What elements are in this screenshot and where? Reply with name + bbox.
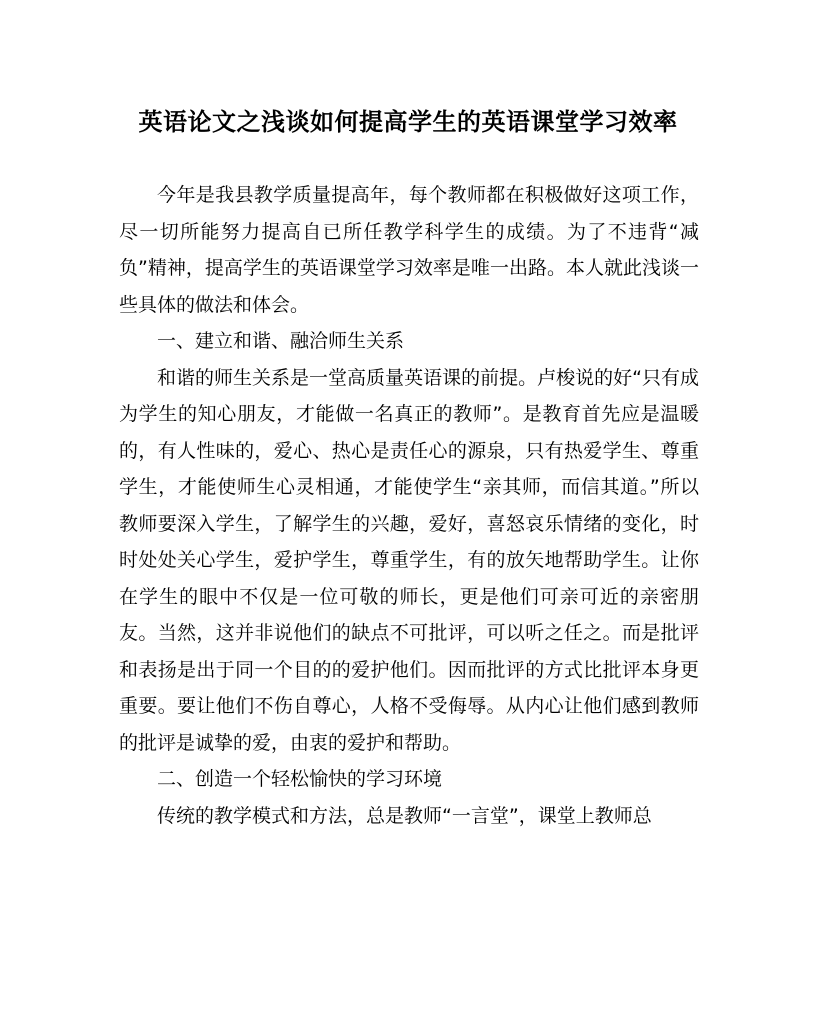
section-heading-2: 二、创造一个轻松愉快的学习环境 (157, 768, 443, 790)
document-title: 英语论文之浅谈如何提高学生的英语课堂学习效率 (138, 107, 678, 136)
section-heading-1: 一、建立和谐、融洽师生关系 (157, 330, 405, 352)
document-body (119, 177, 699, 834)
paragraph-section-1: 和谐的师生关系是一堂高质量英语课的前提。卢梭说的好“只有成为学生的知心朋友，才能做一名真正的教师”。是教育首先应是温暖的，有人性味的，爱心、热心是责任心的源泉，只有热爱学生、尊重学生，才能使师生心灵相通，才能使学生“亲其师，而信其道。”所以教师要深入学生，了解学生的兴趣，爱好，喜怒哀乐情绪的变化，时时处处关心学生，爱护学生，尊重学生，有的放矢地帮助学生。让你在学生的眼中不仅是一位可敬的师长，更是他们可亲可近的亲密朋友。当然，这并非说他们的缺点不可批评，可以听之任之。而是批评和表扬是出于同一个目的的爱护他们。因而批评的方式比批评本身更重要。要让他们不伤自尊心，人格不受侮辱。从内心让他们感到教师的批评是诚挚的爱，由衷的爱护和帮助。 (119, 366, 699, 754)
paragraph-intro: 今年是我县教学质量提高年，每个教师都在积极做好这项工作，尽一切所能努力提高自已所任教学科学生的成绩。为了不违背“减负”精神，提高学生的英语课堂学习效率是唯一出路。本人就此浅谈一些具体的做法和体会。 (119, 184, 699, 316)
paragraph-section-2: 传统的教学模式和方法，总是教师“一言堂”，课堂上教师总 (157, 804, 652, 827)
